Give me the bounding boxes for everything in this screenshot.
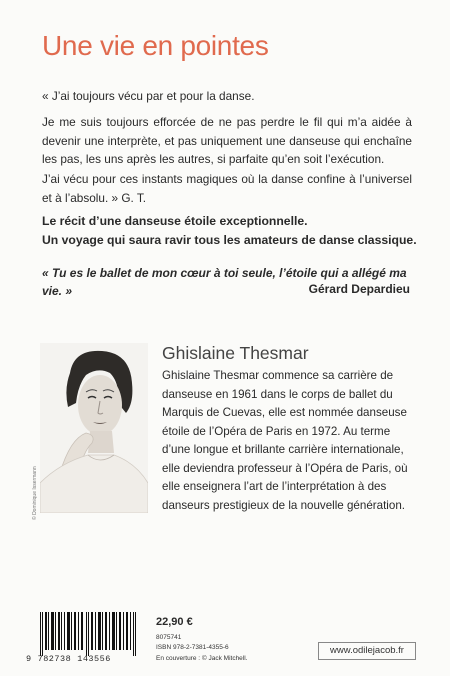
review-quote-author: Gérard Depardieu	[308, 282, 410, 296]
highlight-line-2: Un voyage qui saura ravir tous les amateurs de danse classique.	[42, 233, 417, 247]
review-quote: « Tu es le ballet de mon cœur à toi seule, l’étoile qui a allégé ma vie. »	[42, 266, 407, 298]
author-name: Ghislaine Thesmar	[162, 343, 309, 363]
barcode-area	[26, 612, 306, 664]
price: 22,90 €	[156, 616, 193, 628]
author-portrait-illustration	[40, 343, 148, 513]
barcode-digit-group: 782738	[37, 654, 72, 664]
barcode-digit-group: 143556	[77, 654, 111, 664]
intro-paragraph-1: « J’ai toujours vécu par et pour la danse.	[42, 89, 255, 103]
photo-credit: © Dominique Issermann	[32, 466, 38, 520]
author-bio: Ghislaine Thesmar commence sa carrière de danseuse en 1961 dans le corps de ballet du Marquis de Cuevas, elle est nommée danseuse étoile de l’Opéra de Paris en 1972. Au terme d’une longue et brillante carrière internationale, elle deviendra professeur à l’Opéra de Paris, où elle enseignera l’art de l’interprétation à des danseurs prestigieux de la nouvelle génération.	[162, 369, 408, 512]
highlight-line-1: Le récit d’une danseuse étoile exceptionnelle.	[42, 214, 308, 228]
author-photo	[40, 343, 148, 513]
highlight-block	[42, 212, 422, 250]
cover-credit: En couverture : © Jack Mitchell.	[156, 655, 248, 662]
book-title: Une vie en pointes	[42, 30, 269, 61]
barcode-digit-group: 9	[26, 654, 32, 664]
barcode-icon	[40, 612, 136, 656]
intro-paragraph-3: J’ai vécu pour ces instants magiques où la danse confine à l’universel et à l’absolu. » G. T.	[42, 172, 412, 205]
publisher-website-link[interactable]: www.odilejacob.fr	[318, 642, 416, 660]
intro-paragraph-2: Je me suis toujours efforcée de ne pas perdre le fil qui m’a aidée à devenir une interprète, et pas uniquement une danseuse qui enchaîne les pas, les uns après les autres, si parfaite qu’en soit l’exécution.	[42, 115, 412, 166]
product-code: 8075741	[156, 634, 182, 641]
isbn: ISBN 978-2-7381-4355-6	[156, 644, 229, 651]
barcode-digits	[26, 654, 138, 664]
